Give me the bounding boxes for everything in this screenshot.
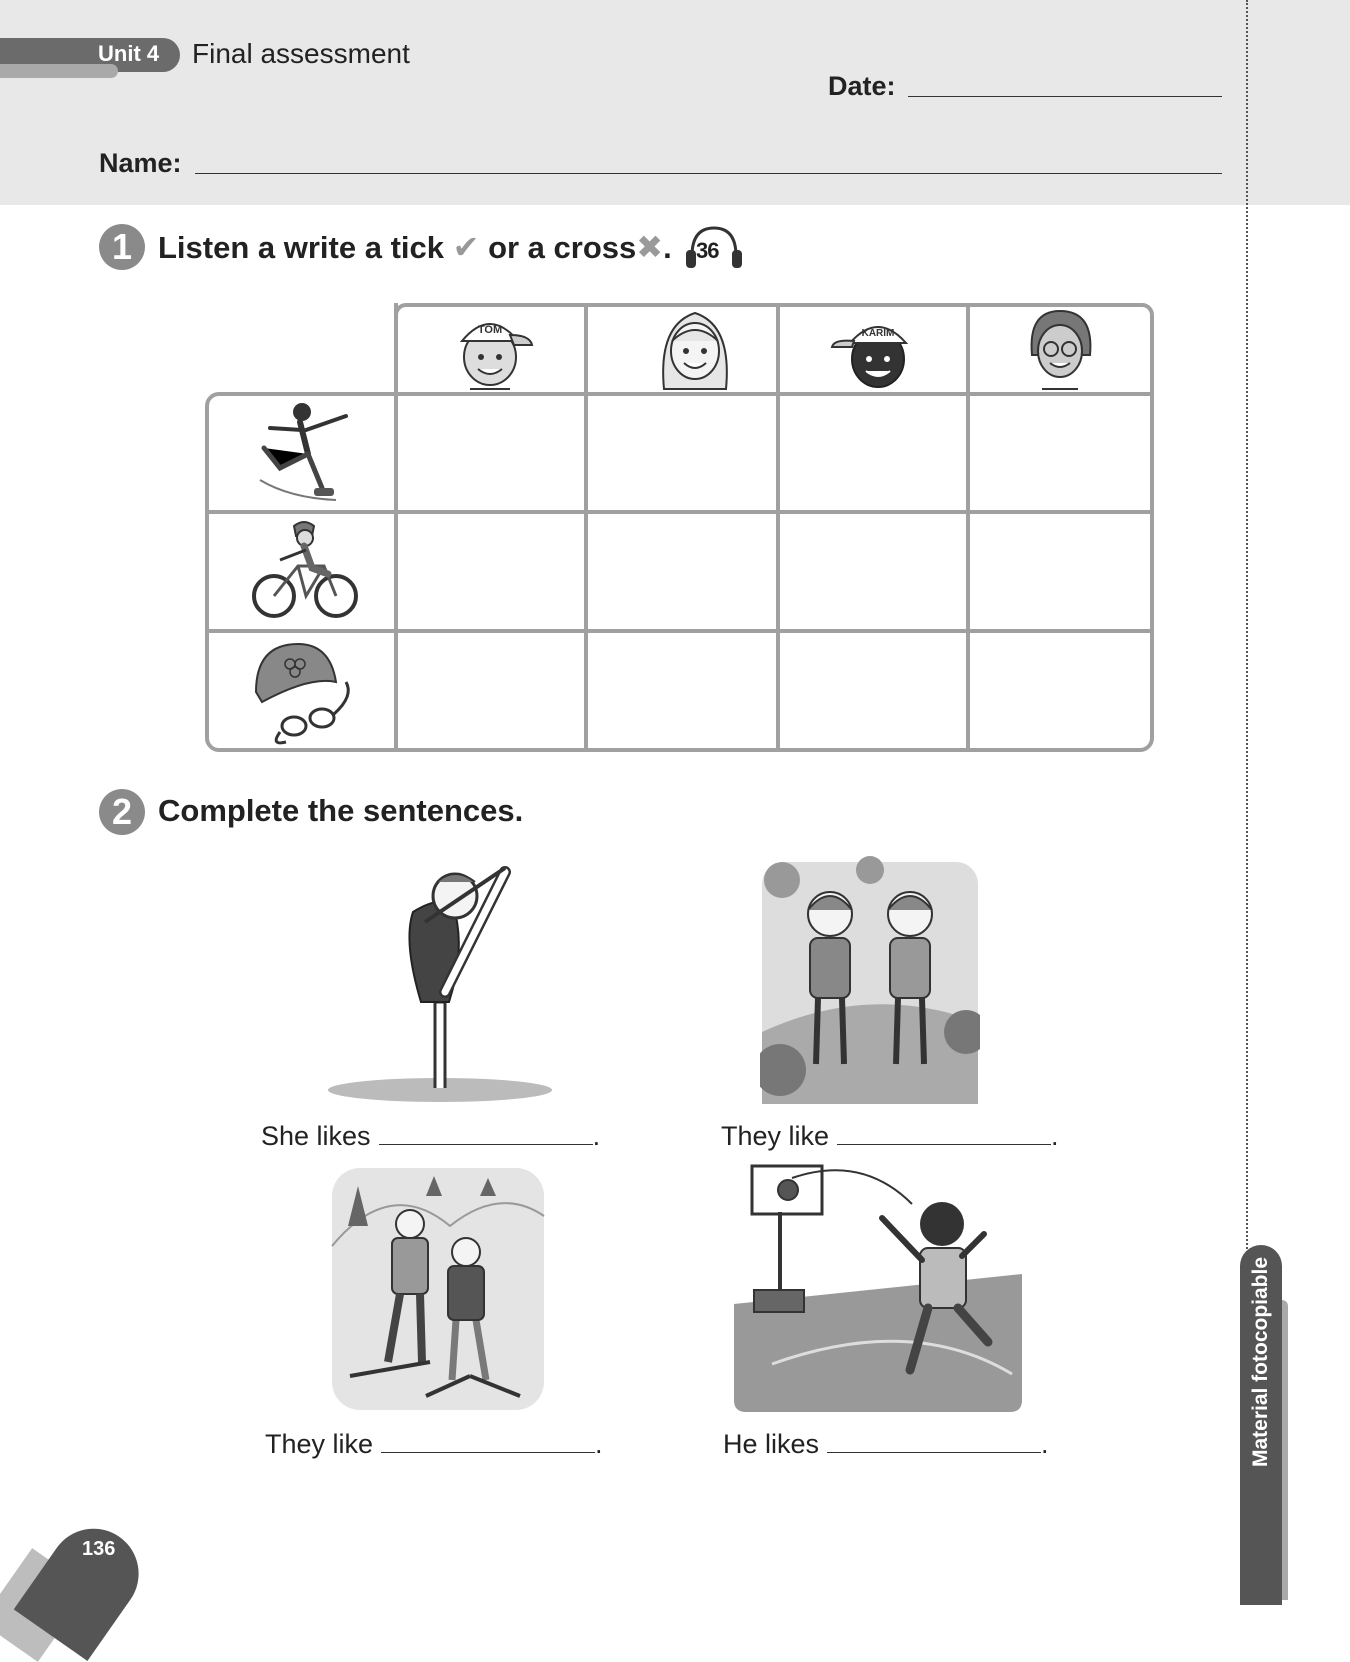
answer-blank-1[interactable]	[379, 1120, 593, 1145]
exercise-1-text: Listen a write a tick	[158, 230, 444, 265]
header-band	[0, 0, 1248, 205]
girl-glasses-icon	[1020, 305, 1100, 391]
page-number: 136	[82, 1538, 116, 1560]
answer-blank-2[interactable]	[837, 1120, 1051, 1145]
picture-basketball-boy	[732, 1164, 1024, 1414]
child-girl-2	[1020, 305, 1100, 391]
picture-gymnast	[325, 852, 555, 1106]
sentence-3: They like .	[265, 1429, 603, 1459]
rollerskating-girl-icon	[250, 398, 360, 506]
skiing-kids-icon	[330, 1166, 546, 1412]
exercise-2-number: 2	[99, 789, 145, 835]
gymnast-icon	[325, 852, 555, 1106]
activity-swimming	[250, 636, 360, 746]
activity-cycling	[250, 516, 360, 624]
picture-skiing-kids	[330, 1166, 546, 1412]
child-karim	[826, 305, 926, 391]
photocopiable-label: Material fotocopiable	[1249, 1256, 1272, 1468]
rollerskating-kids-icon	[760, 852, 980, 1106]
audio-track-number: 36	[696, 238, 719, 263]
unit-label: Unit 4	[98, 41, 160, 66]
sentence-1: She likes .	[261, 1121, 601, 1151]
activity-rollerskating	[250, 398, 360, 506]
girl-long-hair-icon	[650, 305, 740, 391]
boy-cap-icon	[440, 305, 540, 391]
exercise-1-title: Listen a write a tick ✔ or a cross✖.	[158, 229, 672, 265]
sentence-4: He likes .	[723, 1429, 1049, 1459]
date-field[interactable]	[908, 96, 1222, 97]
boy-cap-icon	[826, 305, 926, 391]
page-title: Final assessment	[192, 38, 410, 69]
tick-icon: ✔	[452, 229, 480, 265]
exercise-2-title: Complete the sentences.	[158, 793, 524, 828]
swim-cap-goggles-icon	[250, 636, 360, 746]
cross-icon: ✖	[636, 229, 664, 265]
svg-text:KARIM: KARIM	[861, 328, 895, 339]
right-margin-band	[1248, 0, 1350, 205]
date-label: Date:	[828, 71, 896, 101]
svg-text:TOM: TOM	[477, 324, 503, 336]
cycling-boy-icon	[250, 516, 360, 624]
answer-blank-4[interactable]	[827, 1428, 1041, 1453]
exercise-1-or-cross: or a cross	[488, 230, 637, 265]
picture-rollerskating-kids	[760, 852, 980, 1106]
sentence-2: They like .	[721, 1121, 1059, 1151]
name-label: Name:	[99, 148, 182, 178]
child-tom	[440, 305, 540, 391]
name-field[interactable]	[195, 173, 1222, 174]
exercise-1-number: 1	[99, 224, 145, 270]
child-girl-1	[650, 305, 740, 391]
answer-blank-3[interactable]	[381, 1428, 595, 1453]
basketball-boy-icon	[732, 1164, 1024, 1414]
